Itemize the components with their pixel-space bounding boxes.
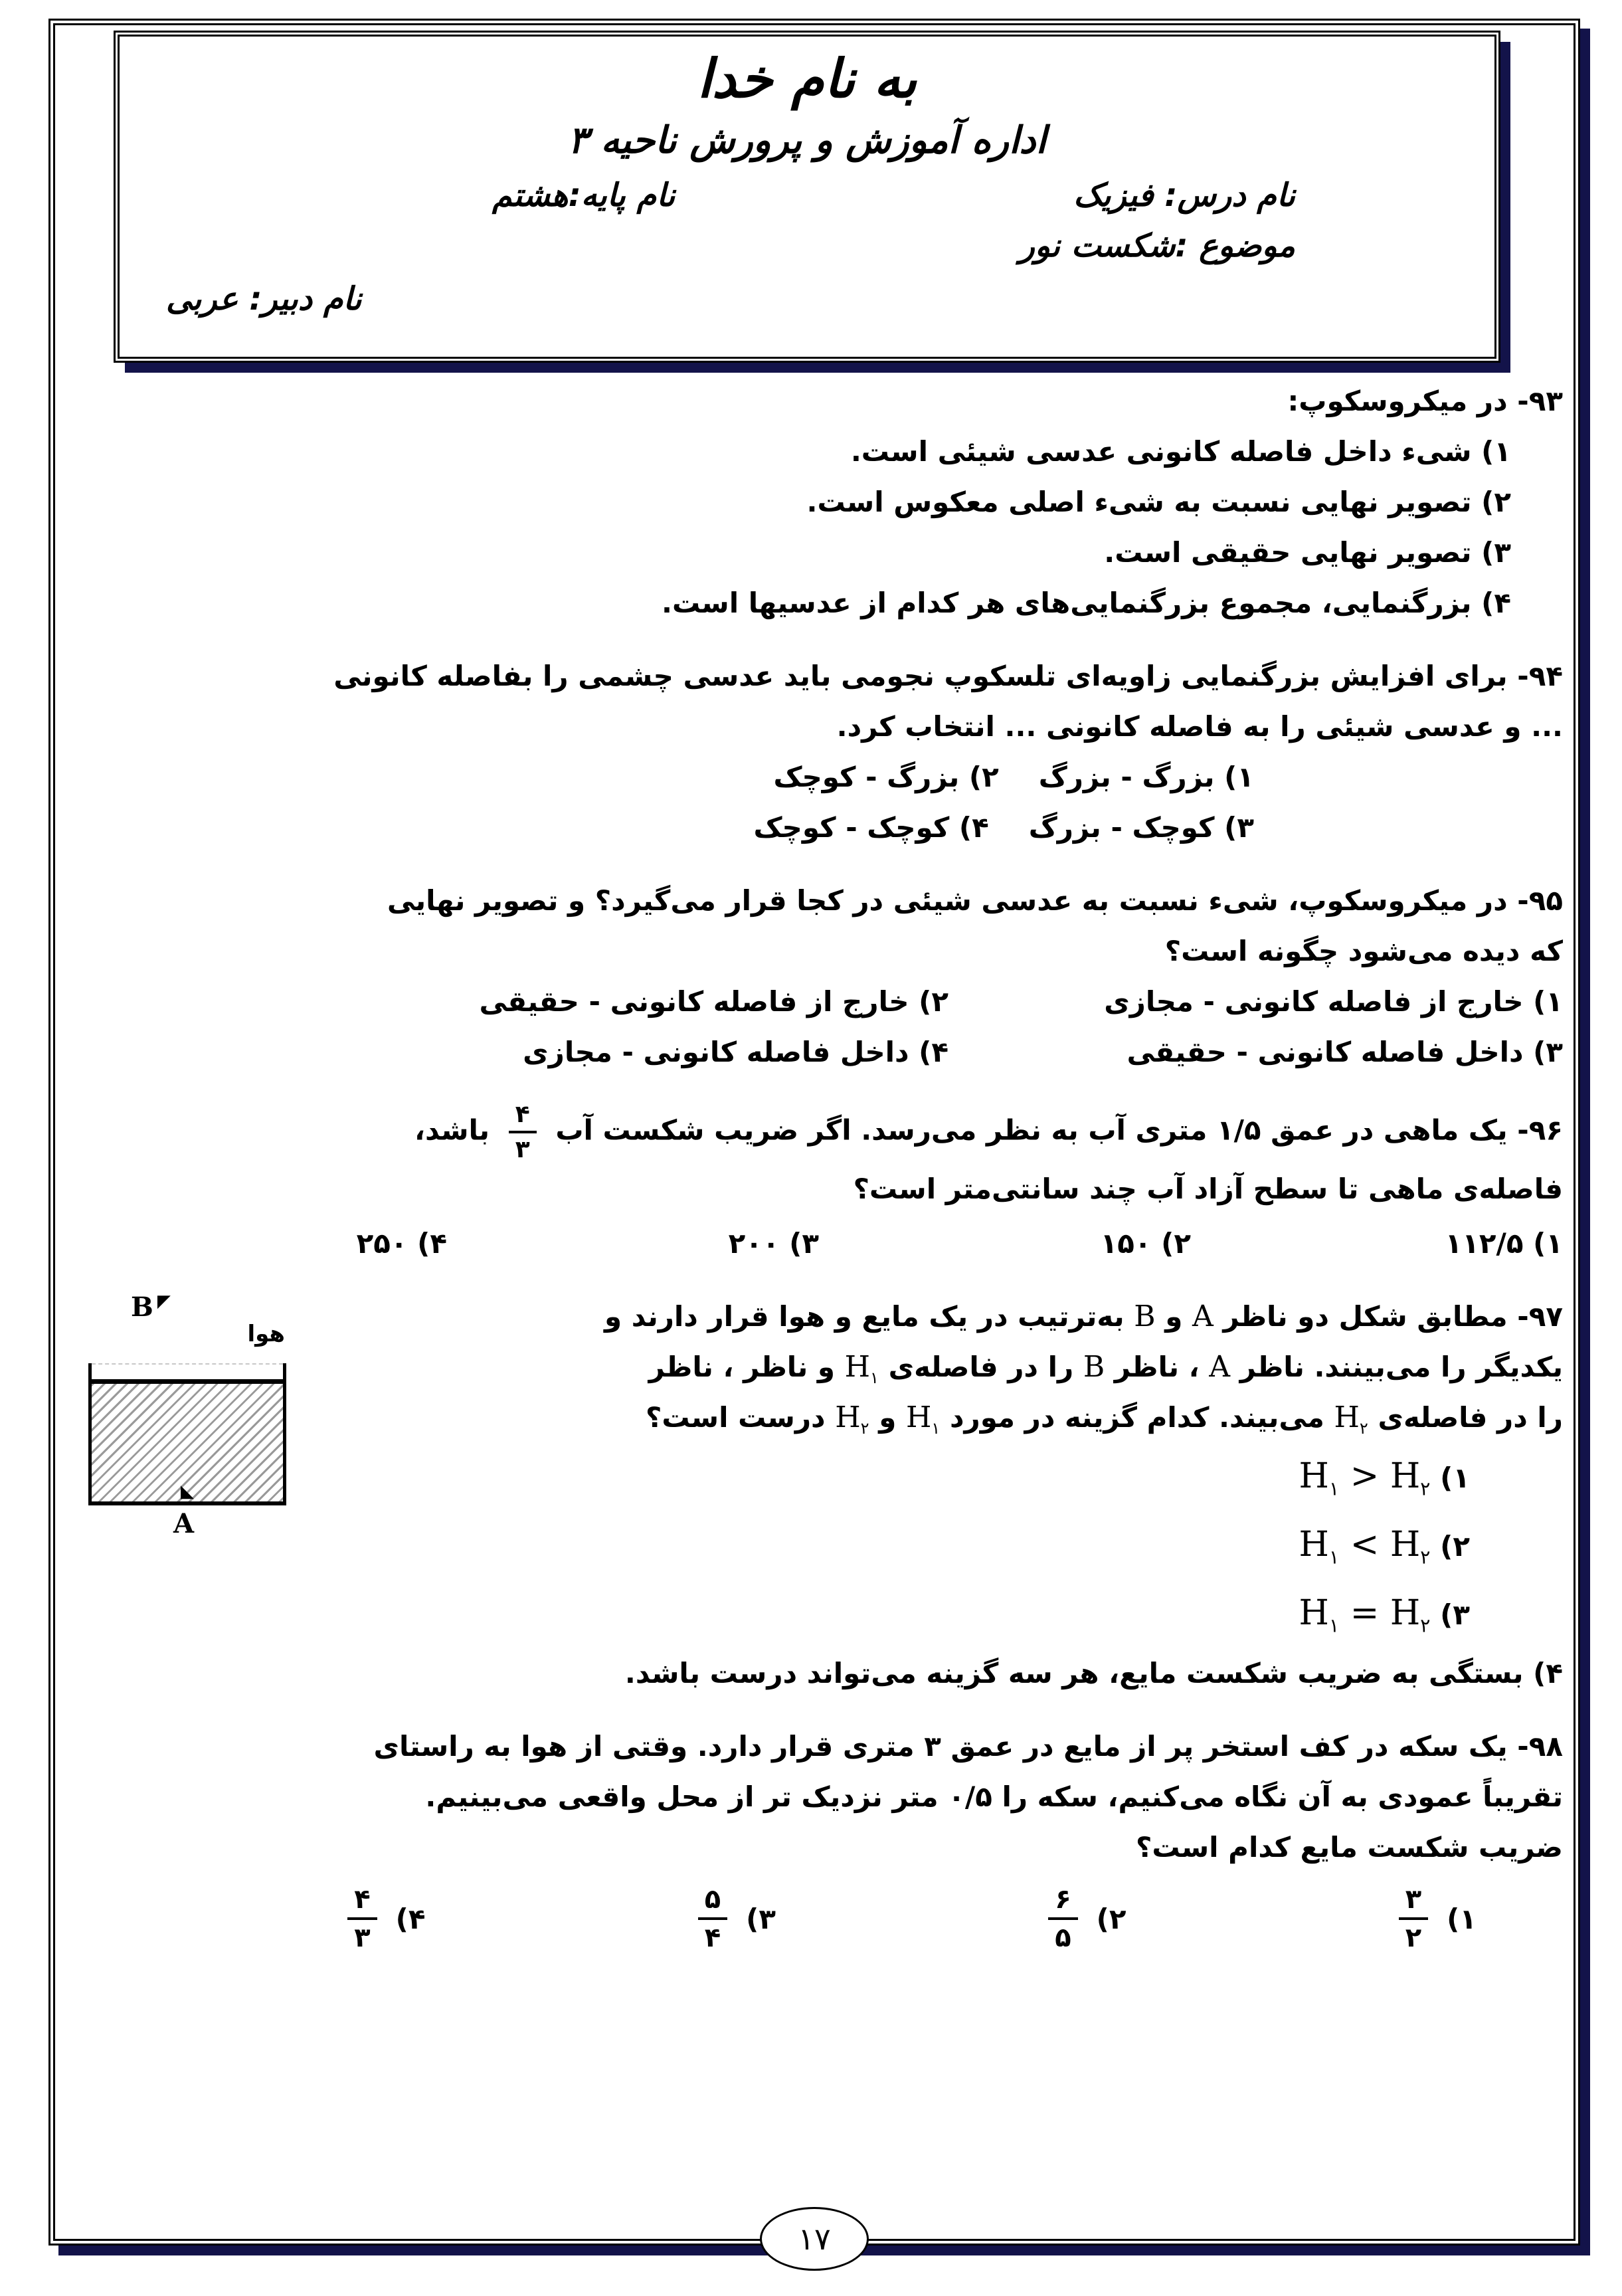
q97-option-2-marker: ۲) [1440, 1530, 1470, 1563]
q97-line1-post: به‌ترتیب در یک مایع و هوا قرار دارند و [604, 1300, 1125, 1333]
formula-h: H [1390, 1456, 1421, 1497]
observer-b-group [131, 1292, 171, 1323]
q97-line2-post: و ناظر ، ناظر [648, 1351, 836, 1384]
q97-h2-ref2 [835, 1400, 869, 1438]
fraction-denominator: ۳ [354, 1923, 371, 1954]
office-title: اداره آموزش و پرورش ناحیه ۳ [567, 119, 1047, 162]
q94-options-row1 [75, 752, 1563, 803]
q96-option-2: ۲) ۱۵۰ [1100, 1227, 1191, 1260]
q97-h1-ref [844, 1350, 879, 1388]
observer-b-eye-icon: ◤ [157, 1292, 171, 1312]
q94-option-1: ۱) بزرگ - بزرگ [1038, 761, 1254, 793]
formula-sub1: ۱ [1328, 1614, 1340, 1637]
q97-option-2-formula [1299, 1525, 1431, 1569]
q97-h2-ref [1334, 1400, 1368, 1438]
q97-stem-line3 [75, 1392, 1563, 1443]
question-95 [75, 876, 1563, 1078]
q93-option-4: ۴) بزرگنمایی، مجموع بزرگنمایی‌های هر کدام از عدسیها است. [662, 587, 1511, 619]
q96-fraction-denominator: ۳ [515, 1136, 530, 1164]
q97-h1-subscript2: ۱ [931, 1419, 941, 1438]
q94-stem-line1: ۹۴- برای افزایش بزرگنمایی زاویه‌ای تلسکوپ نجومی باید عدسی چشمی را بفاصله کانونی [333, 660, 1563, 692]
formula-h: H [1299, 1593, 1329, 1634]
formula-sub2: ۲ [1420, 1614, 1431, 1637]
fraction-numerator: ۳ [1399, 1883, 1428, 1920]
q98-option-4 [75, 1883, 426, 1954]
q95-option-3: ۳) داخل فاصله کانونی - حقیقی [1126, 1036, 1563, 1068]
fraction-denominator: ۵ [1055, 1923, 1071, 1954]
q97-option-3-marker: ۳) [1440, 1598, 1470, 1632]
q96-stem-line2: فاصله‌ی ماهی تا سطح آزاد آب چند سانتی‌متر است؟ [853, 1173, 1563, 1206]
q96-stem-pre: ۹۶- یک ماهی در عمق ۱/۵ متری آب به نظر می‌رسد. اگر ضریب شکست آب [555, 1113, 1563, 1147]
q94-option-2: ۲) بزرگ - کوچک [773, 761, 999, 793]
q95-options-row2 [75, 1027, 1563, 1078]
q97-h2-subscript2: ۲ [860, 1419, 869, 1438]
formula-h: H [1299, 1525, 1329, 1565]
q97-observer-b-ref2: B [1083, 1350, 1105, 1385]
question-93 [75, 376, 1563, 628]
formula-sub1: ۱ [1328, 1477, 1340, 1500]
observer-a-label: A [173, 1508, 195, 1540]
q98-option-3-fraction [698, 1883, 727, 1954]
q96-option-1: ۱) ۱۱۲/۵ [1445, 1227, 1563, 1260]
formula-h: H [1299, 1456, 1329, 1497]
q98-stem-line1: ۹۸- یک سکه در کف استخر پر از مایع در عمق ۳ متری قرار دارد. وقتی از هوا به راستای [373, 1730, 1563, 1763]
course-grade-row [120, 177, 1494, 214]
q98-option-2-marker: ۲) [1096, 1902, 1126, 1935]
q97-line2-mid2: را در فاصله‌ی [888, 1351, 1074, 1384]
q97-line2-pre: یکدیگر را می‌بینند. ناظر [1239, 1351, 1563, 1384]
fraction-numerator: ۶ [1048, 1883, 1077, 1920]
subject-row [120, 227, 1494, 264]
q98-option-3 [426, 1883, 776, 1954]
q97-h2-letter2: H [835, 1400, 861, 1435]
q97-figure [88, 1292, 288, 1547]
q97-h1-subscript: ۱ [870, 1369, 879, 1388]
q98-option-1-fraction [1399, 1883, 1428, 1954]
q93-stem: ۹۳- در میکروسکوپ: [1287, 385, 1563, 417]
q97-option-4: ۴) بستگی به ضریب شکست مایع، هر سه گزینه می‌تواند درست باشد. [624, 1657, 1563, 1690]
q93-option-2: ۲) تصویر نهایی نسبت به شیء اصلی معکوس است. [806, 486, 1511, 518]
q95-option-4: ۴) داخل فاصله کانونی - مجازی [523, 1036, 948, 1068]
q94-option-3: ۳) کوچک - بزرگ [1028, 811, 1254, 844]
q97-line3-and: و [879, 1401, 897, 1434]
q98-option-4-fraction [347, 1883, 377, 1954]
q97-observer-a-ref: A [1192, 1299, 1214, 1334]
formula-h: H [1390, 1525, 1421, 1565]
q98-option-2 [776, 1883, 1126, 1954]
header-box [114, 31, 1500, 363]
q95-options-row1 [75, 977, 1563, 1027]
formula-op: < [1350, 1525, 1380, 1565]
q98-option-3-marker: ۳) [746, 1902, 776, 1935]
question-96 [75, 1100, 1563, 1269]
q97-line2-mid1: ، ناظر [1114, 1351, 1200, 1384]
q94-stem-line2: ... و عدسی شیئی را به فاصله کانونی ... انتخاب کرد. [836, 710, 1563, 743]
formula-op: = [1350, 1593, 1380, 1634]
q94-options-row2 [75, 803, 1563, 853]
observer-a-eye-icon: ◣ [181, 1482, 194, 1502]
q97-option-3-formula [1299, 1593, 1431, 1637]
course-label: نام درس: فیزیک [1073, 177, 1295, 214]
q97-line3-mid: می‌بیند. کدام گزینه در مورد [949, 1401, 1324, 1434]
q96-stem-line1 [75, 1100, 1563, 1164]
q97-stem-line2 [75, 1342, 1563, 1392]
q95-option-2: ۲) خارج از فاصله کانونی - حقیقی [479, 985, 948, 1018]
formula-sub1: ۱ [1328, 1545, 1340, 1569]
teacher-label: نام دبیر: عربی [166, 280, 362, 318]
q96-fraction-numerator: ۴ [509, 1100, 537, 1133]
observer-b-label: B [131, 1292, 153, 1323]
liquid-hatched-area [92, 1379, 283, 1501]
subject-label: موضوع :شکست نور [1019, 227, 1295, 264]
q97-line1-and: و [1165, 1300, 1183, 1333]
q96-option-3: ۳) ۲۰۰ [728, 1227, 819, 1260]
q97-h1-letter2: H [905, 1400, 932, 1435]
q98-options-row [75, 1883, 1563, 1954]
q97-option-1-marker: ۱) [1440, 1462, 1470, 1495]
q97-line3-pre: را در فاصله‌ی [1378, 1401, 1563, 1434]
formula-sub2: ۲ [1420, 1545, 1431, 1569]
liquid-tank [88, 1363, 286, 1505]
formula-sub2: ۲ [1420, 1477, 1431, 1500]
fraction-numerator: ۴ [347, 1883, 377, 1920]
q98-option-2-fraction [1048, 1883, 1077, 1954]
q98-option-1-marker: ۱) [1447, 1902, 1477, 1935]
q95-option-1: ۱) خارج از فاصله کانونی - مجازی [1104, 985, 1563, 1018]
page-border-frame [48, 19, 1580, 2257]
q97-stem-line1 [75, 1292, 1563, 1342]
questions-area [75, 376, 1563, 1976]
air-label: هوا [247, 1321, 285, 1348]
q98-option-1 [1126, 1883, 1477, 1954]
q93-option-1: ۱) شیء داخل فاصله کانونی عدسی شیئی است. [850, 435, 1511, 468]
q97-observer-b-ref: B [1134, 1299, 1156, 1334]
fraction-denominator: ۴ [704, 1923, 721, 1954]
formula-op: > [1350, 1456, 1380, 1497]
q96-option-4: ۴) ۲۵۰ [356, 1227, 447, 1260]
formula-h: H [1390, 1593, 1421, 1634]
q97-line1-pre: ۹۷- مطابق شکل دو ناظر [1223, 1300, 1563, 1333]
fraction-denominator: ۲ [1405, 1923, 1422, 1954]
q98-stem-line3: ضریب شکست مایع کدام است؟ [1136, 1831, 1563, 1864]
q98-option-4-marker: ۴) [395, 1902, 426, 1935]
q94-option-4: ۴) کوچک - کوچک [753, 811, 989, 844]
q97-observer-a-ref2: A [1209, 1350, 1230, 1385]
q97-h2-letter: H [1334, 1400, 1360, 1435]
teacher-row [120, 280, 1494, 318]
q93-option-3: ۳) تصویر نهایی حقیقی است. [1104, 536, 1511, 569]
q97-option-1-formula [1299, 1456, 1431, 1500]
q97-line3-post: درست است؟ [645, 1401, 826, 1434]
q97-h1-letter: H [844, 1350, 871, 1385]
q95-stem-line2: که دیده می‌شود چگونه است؟ [1164, 935, 1563, 967]
page-number-badge [760, 2207, 869, 2271]
page-number: ۱۷ [798, 2221, 831, 2257]
q97-h1-ref2 [905, 1400, 941, 1438]
q95-stem-line1: ۹۵- در میکروسکوپ، شیء نسبت به عدسی شیئی در کجا قرار می‌گیرد؟ و تصویر نهایی [387, 884, 1563, 917]
q96-fraction [509, 1100, 537, 1164]
q98-stem-line2: تقریباً عمودی به آن نگاه می‌کنیم، سکه را ۰/۵ متر نزدیک تر از محل واقعی می‌بینیم. [425, 1780, 1563, 1814]
q97-option-3 [75, 1580, 1470, 1648]
q96-options-row [75, 1218, 1563, 1269]
grade-label: نام پایه:هشتم [492, 177, 676, 214]
fraction-numerator: ۵ [698, 1883, 727, 1920]
bismillah-title: به نام خدا [697, 48, 917, 110]
question-98 [75, 1721, 1563, 1954]
q97-h2-subscript: ۲ [1359, 1419, 1368, 1438]
q96-stem-post: باشد، [414, 1113, 490, 1147]
question-97 [75, 1292, 1563, 1699]
question-94 [75, 651, 1563, 853]
